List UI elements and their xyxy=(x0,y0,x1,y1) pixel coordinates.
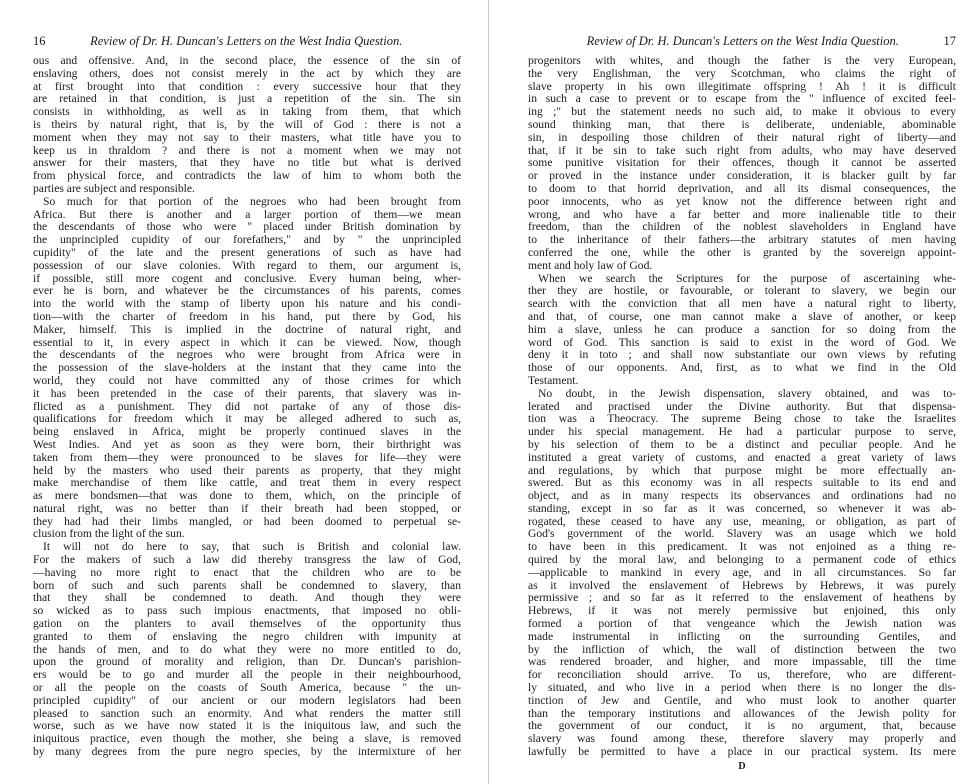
text-line: that they shall be condemned to death. And though they were xyxy=(33,592,461,605)
text-line: When we search the Scriptures for the purpose of ascertaining whe- xyxy=(538,272,956,285)
left-running-title: Review of Dr. H. Duncan's Letters on the West India Question. xyxy=(90,34,403,48)
left-page xyxy=(33,34,461,774)
text-line: or all the people on the coasts of South America, because " the un- xyxy=(33,682,461,695)
text-line: Testament. xyxy=(528,374,579,387)
text-line: enslaving others, does not consist merely in the act by which they are xyxy=(33,67,461,80)
text-line: ous and offensive. And, in the second place, the essence of the sin of xyxy=(33,55,461,67)
right-page-number: 17 xyxy=(943,34,956,48)
text-line: gation on the planters to avail themselves of the opportunity thus xyxy=(33,618,461,631)
text-line: as it involved the enslavement of Hebrews by Hebrews, it was purely xyxy=(528,579,956,592)
text-line: poor innocents, who as yet know not the difference between right and xyxy=(528,195,956,208)
text-line: the descendants of the negroes who were brought from Africa were in xyxy=(33,349,461,362)
text-line: instituted a great variety of customs, and enacted a great variety of laws xyxy=(528,451,956,464)
text-line: essential to it, in every aspect in which it can be viewed. Now, though xyxy=(33,336,461,349)
text-line: made instrumental in inflicting on the surrounding Gentiles, and xyxy=(528,630,956,643)
text-line: the government of our conduct, it is no argument, that, because xyxy=(528,720,956,733)
text-line: ing ;" but the statement needs no such aid, to make it obvious to every xyxy=(528,106,956,119)
text-line: being enslaved in Africa, might be properly continued slaves in the xyxy=(33,426,461,439)
text-line: parties are subject and responsible. xyxy=(33,182,195,195)
text-line: So much for that portion of the negroes who had been brought from xyxy=(43,195,461,208)
text-line: and regulations, by which that purpose might be more effectually an- xyxy=(528,464,956,477)
text-line: ther they are hostile, or favourable, or tolerant to slavery, we begin our xyxy=(528,285,956,298)
text-line: to have been in this predicament. It was not enjoined as a thing re- xyxy=(528,541,956,554)
text-line: formed a portion of that vengeance which the Jewish nation was xyxy=(528,618,956,631)
text-line: ever he is born, and whatever be the circumstances of his parents, comes xyxy=(33,285,461,298)
text-line: deny it in toto ; and shall now substantiate our own views by refuting xyxy=(528,349,956,362)
text-line: than the temporary institutions and allowances of the Jewish polity for xyxy=(528,707,956,720)
text-line: freedom, than the children of the noblest slaveholders in England have xyxy=(528,221,956,234)
text-line: principled cupidity" of our ancient or our modern legislators had been xyxy=(33,694,461,707)
text-line: if possible, still more cogent and conclusive. Every human being, wher- xyxy=(33,272,461,285)
text-line: iniquitous practice, even though the mother, she being a slave, is removed xyxy=(33,733,461,746)
text-line: are retained in that condition, is just a repetition of the sin. The sin xyxy=(33,93,461,106)
text-line: conferred the one, while the other is granted by the sovereign appoint- xyxy=(528,246,956,259)
right-running-title: Review of Dr. H. Duncan's Letters on the West India Question. xyxy=(586,34,899,48)
text-line: under his special management. He had a particular purpose to serve, xyxy=(528,426,956,439)
text-line: qualifications for freedom which it may be alleged adhered to such as, xyxy=(33,413,461,426)
text-line: For the makers of such a law did thereby transgress the law of God, xyxy=(33,554,461,567)
text-line: by his selection of them to be a distinct and peculiar people. And he xyxy=(528,438,956,451)
text-line: upon the ground of morality and religion, than Dr. Duncan's parishion- xyxy=(33,656,461,669)
text-line: keep us in thraldom ? and there is not a moment when we may not xyxy=(33,144,461,157)
text-line: as mere bondsmen—that was done to them, which, on the principle of xyxy=(33,490,461,503)
text-line: born of such and such parents shall be condemned to slavery, than xyxy=(33,579,461,592)
text-line: word of God. This sanction is said to exist in the word of God. We xyxy=(528,336,956,349)
text-line: so wicked as to pass such impious enactments, that imposed no obli- xyxy=(33,605,461,618)
text-line: into the world with the stamp of liberty upon his nature and his condi- xyxy=(33,298,461,311)
right-page xyxy=(528,34,956,774)
text-line: by the infliction of which, the wall of distinction between the two xyxy=(528,643,956,656)
text-line: those of our opponents. And, first, as to what we find in the Old xyxy=(528,362,956,375)
text-line: slavery was found among these, therefore slavery may properly and xyxy=(528,733,956,746)
text-line: Africa. But there is another and a larger portion of them—we mean xyxy=(33,208,461,221)
text-line: is theirs by natural right, that is, by the will of God : there is not a xyxy=(33,118,461,131)
text-line: moment when they may not say to their masters, what title have you to xyxy=(33,131,461,144)
text-line: tion was a Theocracy. The supreme Being chose to take the Israelites xyxy=(528,413,956,426)
text-line: tion—with the charter of freedom in his hand, put there by God, his xyxy=(33,310,461,323)
text-line: pleased to sanction such an enormity. And what renders the matter still xyxy=(33,707,461,720)
text-line: quired by the moral law, and belonging to a permanent code of ethics xyxy=(528,554,956,567)
text-line: it has been pretended in the case of their parents, that slavery was in- xyxy=(33,387,461,400)
text-line: the possession of the slave-holders at the instant that they came into the xyxy=(33,362,461,375)
text-line: tinction of Jew and Gentile, and who must look to another quarter xyxy=(528,694,956,707)
text-line: —applicable to mankind in every age, and in all circumstances. So far xyxy=(528,566,956,579)
text-line: slave property in his own illegitimate offspring ! Ah ! it is difficult xyxy=(528,80,956,93)
right-page-body xyxy=(528,55,956,759)
text-line: ly situated, and who live in a period when there is no longer the dis- xyxy=(528,682,956,695)
text-line: Maker, himself. This is implied in the doctrine of natural right, and xyxy=(33,323,461,336)
right-page-header xyxy=(528,34,956,52)
text-line: the descendants of those who were " placed under British domination by xyxy=(33,221,461,234)
text-line: consists in withholding, as well as in taking from them, that which xyxy=(33,106,461,119)
left-page-body xyxy=(33,55,461,759)
text-line: sin, in despoiling those children of their natural right of liberty—and xyxy=(528,131,956,144)
text-line: lawfully be permitted to have a place in our practical system. Its mere xyxy=(528,746,956,759)
text-line: It will not do here to say, that such is British and colonial law. xyxy=(43,541,461,554)
text-line: in such a case to prevent or to escape from the " influence of excited feel- xyxy=(528,93,956,106)
text-line: or proved in the instance under consideration, it is blacker guilt by far xyxy=(528,170,956,183)
page-gutter xyxy=(488,0,489,784)
text-line: rogated, these ceased to have any use, meaning, or obligation, as part of xyxy=(528,515,956,528)
text-line: No doubt, in the Jewish dispensation, slavery obtained, and was to- xyxy=(538,387,956,400)
text-line: at first brought into that condition : every successive hour that they xyxy=(33,80,461,93)
text-line: ment and holy law of God. xyxy=(528,259,653,272)
text-line: and that, of course, one man cannot make a slave of another, or keep xyxy=(528,310,956,323)
text-line: cupidity" of the late and the present generations of such as have had xyxy=(33,246,461,259)
text-line: search with the conviction that all men have a natural right to liberty, xyxy=(528,298,956,311)
text-line: West Indies. And yet as soon as they were born, their birthright was xyxy=(33,438,461,451)
text-line: wrong, and who have a far better and more inalienable title to their xyxy=(528,208,956,221)
text-line: swered. But as this economy was in all respects suitable to its end and xyxy=(528,477,956,490)
text-line: that, if it be sin to take such right from adults, who may have deserved xyxy=(528,144,956,157)
text-line: granted to them of enslaving the negro children with impunity at xyxy=(33,630,461,643)
text-line: object, and as in many respects its observances and ordinations had no xyxy=(528,490,956,503)
text-line: lerated and practised under the Divine authority. But that dispensa- xyxy=(528,400,956,413)
text-line: to doom to that horrid deprivation, and all its dismal consequences, the xyxy=(528,182,956,195)
text-line: sound thinking man, that there is deliberate, undeniable, abominable xyxy=(528,118,956,131)
text-line: world, they could not have committed any of those crimes for which xyxy=(33,374,461,387)
text-line: —having no more right to enact that the children who are to be xyxy=(33,566,461,579)
text-line: make merchandise of them like cattle, and treat them in every respect xyxy=(33,477,461,490)
text-line: permissive ; and so far as it referred to the enslavement of heathens by xyxy=(528,592,956,605)
text-line: the very Englishman, the very Scotchman, who claims the right of xyxy=(528,67,956,80)
text-line: they had had their limbs mangled, or had been doomed to perpetual se- xyxy=(33,515,461,528)
text-line: progenitors with whites, and though the father is the very European, xyxy=(528,55,956,67)
text-line: possession of our slave colonies. With regard to them, our argument is, xyxy=(33,259,461,272)
text-line: him a slave, unless he can produce a sanction for so doing from the xyxy=(528,323,956,336)
text-line: the unprincipled cupidity of our forefathers," and by " the unprincipled xyxy=(33,234,461,247)
text-line: taken from them—they were pronounced to be slaves for life—they were xyxy=(33,451,461,464)
text-line: clusion from the light of the sun. xyxy=(33,528,185,541)
left-page-number: 16 xyxy=(33,34,46,48)
text-line: from physical force, and contradicts the law of him to whom both the xyxy=(33,170,461,183)
left-page-header xyxy=(33,34,461,52)
signature-mark: D xyxy=(738,760,746,772)
text-line: standing, except in so far as it was concerned, so whenever it was ab- xyxy=(528,502,956,515)
text-line: for reconciliation should arrive. To us, therefore, who are different- xyxy=(528,669,956,682)
text-line: the hands of men, and to do what they were no more entitled to do, xyxy=(33,643,461,656)
text-line: to the inheritance of their fathers—the arbitrary statutes of men having xyxy=(528,234,956,247)
text-line: answer for their masters, that they have no title but what is derived xyxy=(33,157,461,170)
text-line: worse, such as we have now stated it is the iniquitous law, and such the xyxy=(33,720,461,733)
text-line: natural right, was no better than if their breath had been stopped, or xyxy=(33,502,461,515)
text-line: flicted as a punishment. They did not partake of any of those dis- xyxy=(33,400,461,413)
text-line: by many degrees from the pure negro species, by the intermixture of her xyxy=(33,746,461,759)
text-line: was rendered broader, and higher, and more impassable, till the time xyxy=(528,656,956,669)
text-line: held by the masters who used their parents as property, that they might xyxy=(33,464,461,477)
text-line: some punitive visitation for their offences, though it cannot be asserted xyxy=(528,157,956,170)
text-line: God's government of the world. Slavery was an usage which we hold xyxy=(528,528,956,541)
text-line: ers would be to go and murder all the people in their neighbourhood, xyxy=(33,669,461,682)
text-line: Hebrews, if it was not merely permissive but enjoined, this only xyxy=(528,605,956,618)
